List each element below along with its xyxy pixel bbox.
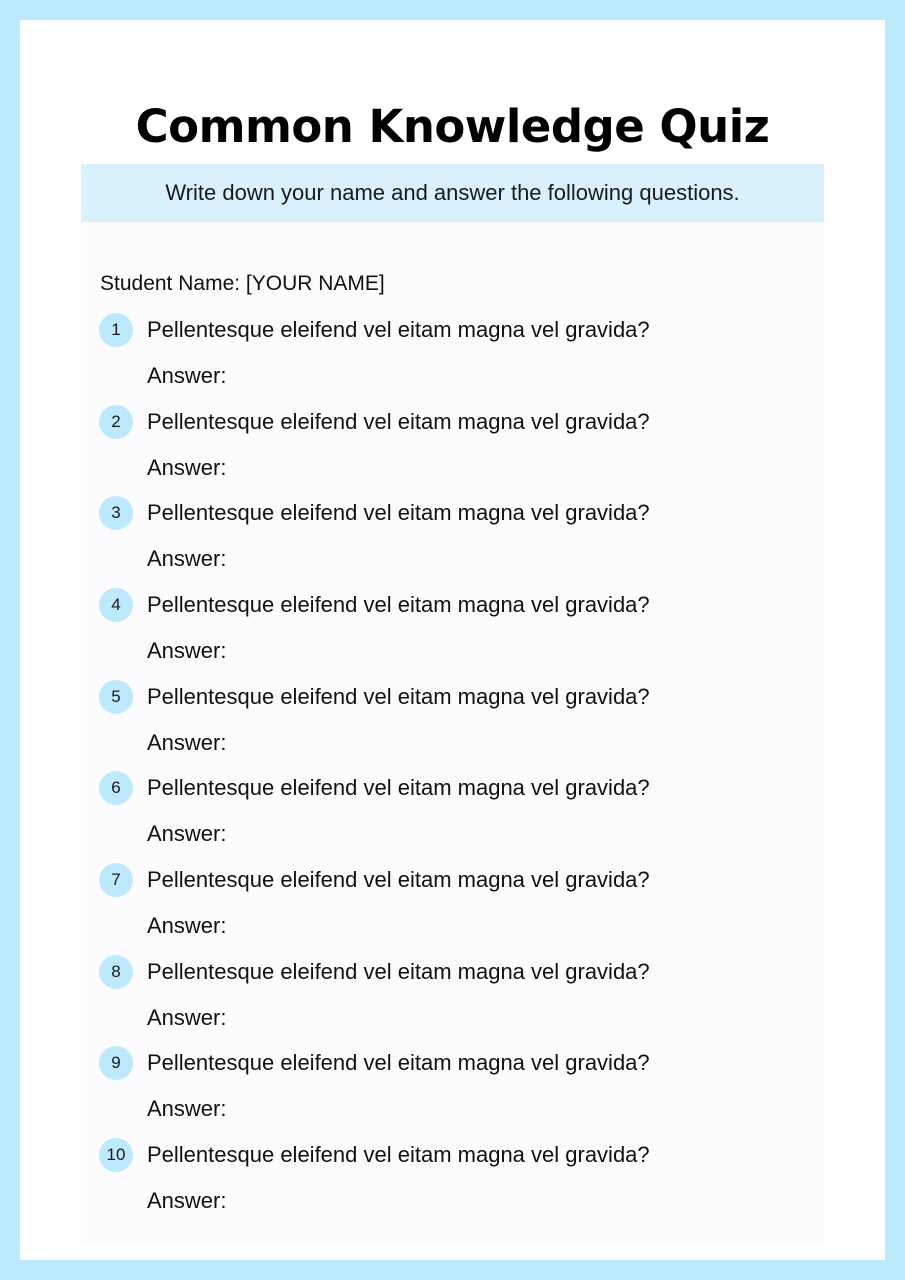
question-text: Pellentesque eleifend vel eitam magna vel gravida?	[147, 317, 650, 342]
question-number-badge: 3	[99, 496, 133, 530]
answer-field[interactable]: Answer:	[147, 1004, 227, 1030]
question-number-badge: 5	[99, 680, 133, 714]
question-text: Pellentesque eleifend vel eitam magna vel gravida?	[147, 500, 650, 526]
question-text: Pellentesque eleifend vel eitam magna vel gravida?	[147, 775, 650, 801]
question-text: Pellentesque eleifend vel eitam magna vel gravida?	[147, 1141, 650, 1167]
answer-field[interactable]: Answer:	[147, 454, 227, 480]
answer-field[interactable]: Answer:	[147, 546, 227, 572]
question-number-badge: 4	[99, 588, 133, 622]
question-text: Pellentesque eleifend vel eitam magna vel gravida?	[147, 958, 650, 984]
question-number-badge: 1	[99, 313, 133, 347]
instruction-banner	[81, 164, 824, 222]
question-item	[99, 582, 799, 674]
question-item	[99, 490, 799, 582]
answer-field[interactable]: Answer:	[147, 912, 227, 938]
question-item	[99, 857, 799, 949]
student-name-line[interactable]: Student Name: [YOUR NAME]	[100, 272, 385, 295]
question-text: Pellentesque eleifend vel eitam magna vel gravida?	[147, 591, 650, 617]
question-text: Pellentesque eleifend vel eitam magna vel gravida?	[147, 683, 650, 709]
question-text: Pellentesque eleifend vel eitam magna vel gravida?	[147, 408, 650, 434]
question-number-badge: 2	[99, 405, 133, 439]
question-number-badge: 10	[99, 1138, 133, 1172]
question-number-badge: 9	[99, 1046, 133, 1080]
question-number-badge: 8	[99, 955, 133, 989]
question-item	[99, 674, 799, 766]
question-number-badge: 6	[99, 771, 133, 805]
question-item	[99, 1040, 799, 1132]
answer-field[interactable]: Answer:	[147, 363, 227, 388]
answer-field[interactable]: Answer:	[147, 637, 227, 663]
quiz-sheet	[20, 20, 885, 1260]
quiz-content	[81, 222, 824, 1242]
question-item	[99, 1132, 799, 1224]
answer-field[interactable]: Answer:	[147, 1096, 227, 1122]
answer-field[interactable]: Answer:	[147, 729, 227, 755]
question-list	[99, 307, 799, 1224]
question-item	[99, 949, 799, 1041]
answer-field[interactable]: Answer:	[147, 1187, 227, 1213]
page-title: Common Knowledge Quiz	[135, 100, 770, 153]
question-item	[99, 399, 799, 491]
answer-field[interactable]: Answer:	[147, 821, 227, 847]
question-number-badge: 7	[99, 863, 133, 897]
question-text: Pellentesque eleifend vel eitam magna vel gravida?	[147, 866, 650, 892]
instruction-text: Write down your name and answer the following questions.	[165, 180, 740, 205]
question-item	[99, 765, 799, 857]
question-text: Pellentesque eleifend vel eitam magna vel gravida?	[147, 1050, 650, 1076]
question-item	[99, 307, 799, 399]
